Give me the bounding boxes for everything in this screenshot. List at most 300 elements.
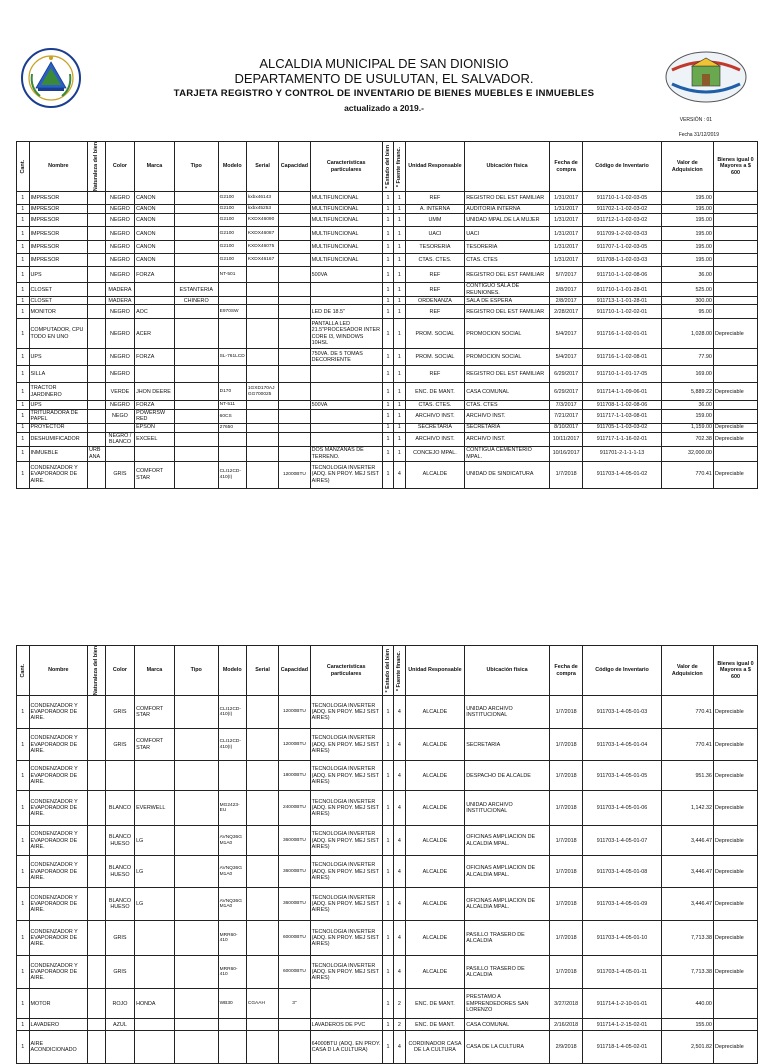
col-ubicacion: Ubicación física — [465, 142, 550, 192]
col-unidad: Unidad Responsable — [405, 646, 465, 696]
cell-modelo — [218, 366, 246, 383]
cell-fecha-compra: 1/7/2018 — [549, 791, 582, 826]
cell-unidad: A. INTERNA — [405, 205, 465, 214]
cell-capacidad — [279, 319, 310, 349]
cell-marca — [135, 446, 175, 461]
cell-cant: 1 — [17, 761, 30, 791]
cell-fuente: 1 — [394, 254, 405, 267]
cell-fecha-compra: 1/31/2017 — [549, 227, 582, 241]
cell-fuente: 1 — [394, 446, 405, 461]
cell-caracteristicas: TECNOLOGIA INVERTER (ADQ. EN PROY. MEJ SIST AIRES) — [310, 956, 382, 989]
cell-estado: 1 — [382, 826, 393, 856]
cell-fuente: 1 — [394, 366, 405, 383]
cell-fuente: 1 — [394, 432, 405, 446]
table-row — [17, 366, 758, 383]
cell-naturaleza — [88, 1031, 106, 1064]
cell-serial — [246, 921, 278, 956]
cell-fecha-compra: 2/8/2017 — [549, 283, 582, 297]
cell-ubicacion: CTAS. CTES — [465, 254, 550, 267]
cell-estado: 1 — [382, 205, 393, 214]
table-row — [17, 319, 758, 349]
cell-nombre: LAVADERO — [29, 1019, 88, 1031]
cell-unidad: REF — [405, 283, 465, 297]
cell-serial — [246, 729, 278, 761]
cell-codigo: 911703-1-4-05-01-11 — [583, 956, 661, 989]
cell-naturaleza — [88, 791, 106, 826]
cell-fecha-compra: 7/21/2017 — [549, 410, 582, 423]
cell-bienes: Depreciable — [713, 696, 757, 729]
table-row — [17, 696, 758, 729]
cell-fuente: 1 — [394, 319, 405, 349]
cell-cant: 1 — [17, 423, 30, 432]
cell-capacidad: 36000BTU — [279, 856, 310, 888]
cell-valor: 3,446.47 — [661, 826, 713, 856]
cell-capacidad — [279, 241, 310, 254]
cell-nombre: CONDENZADOR Y EVAPORADOR DE AIRE. — [29, 888, 88, 921]
cell-color: GRIS — [105, 921, 134, 956]
cell-codigo: 911703-1-4-05-01-07 — [583, 826, 661, 856]
cell-cant: 1 — [17, 696, 30, 729]
cell-caracteristicas — [310, 989, 382, 1019]
cell-tipo — [174, 192, 218, 205]
cell-serial — [246, 267, 278, 283]
cell-serial — [246, 791, 278, 826]
table-row — [17, 192, 758, 205]
cell-color: NEGRO — [105, 214, 134, 227]
cell-capacidad: 36000BTU — [279, 826, 310, 856]
cell-modelo: CLI12CD-410(I) — [218, 696, 246, 729]
cell-serial — [246, 1031, 278, 1064]
cell-tipo — [174, 761, 218, 791]
cell-bienes: Depreciable — [713, 826, 757, 856]
cell-codigo: 911703-1-4-05-01-08 — [583, 856, 661, 888]
cell-naturaleza — [88, 410, 106, 423]
cell-tipo — [174, 446, 218, 461]
cell-naturaleza — [88, 921, 106, 956]
cell-naturaleza — [88, 305, 106, 319]
cell-nombre: IMPRESOR — [29, 192, 88, 205]
cell-bienes: Depreciable — [713, 921, 757, 956]
cell-ubicacion: CASA COMUNAL — [465, 1019, 550, 1031]
col-capacidad: Capacidad — [279, 142, 310, 192]
cell-ubicacion: DESPACHO DE ALCALDE — [465, 761, 550, 791]
cell-naturaleza — [88, 432, 106, 446]
cell-estado: 1 — [382, 319, 393, 349]
cell-tipo — [174, 383, 218, 401]
col-bienes: Bienes igual 0 Mayores a $ 600 — [713, 142, 757, 192]
cell-nombre: PROYECTOR — [29, 423, 88, 432]
col-serial: Serial — [246, 142, 278, 192]
cell-cant: 1 — [17, 410, 30, 423]
cell-nombre: IMPRESOR — [29, 205, 88, 214]
cell-tipo — [174, 856, 218, 888]
cell-modelo — [218, 1019, 246, 1031]
col-caracteristicas: Características particulares — [310, 142, 382, 192]
cell-valor: 195.00 — [661, 241, 713, 254]
cell-estado: 1 — [382, 401, 393, 410]
cell-codigo: 911710-1-1-02-02-01 — [583, 305, 661, 319]
col-naturaleza: Naturaleza del bien — [88, 142, 106, 192]
cell-ubicacion: CTAS. CTES — [465, 401, 550, 410]
cell-caracteristicas — [310, 432, 382, 446]
cell-naturaleza — [88, 205, 106, 214]
cell-valor: 702.38 — [661, 432, 713, 446]
cell-caracteristicas — [310, 283, 382, 297]
cell-caracteristicas: DOS MANZANAS DE TERRENO. — [310, 446, 382, 461]
cell-nombre: CONDENZADOR Y EVAPORADOR DE AIRE. — [29, 729, 88, 761]
col-fecha-compra: Fecha de compra — [549, 142, 582, 192]
cell-marca: CANON — [135, 205, 175, 214]
cell-naturaleza — [88, 1019, 106, 1031]
cell-capacidad — [279, 410, 310, 423]
table-row — [17, 432, 758, 446]
cell-serial — [246, 297, 278, 305]
cell-tipo — [174, 956, 218, 989]
cell-tipo: ESTANTERIA — [174, 283, 218, 297]
cell-valor: 1,142.32 — [661, 791, 713, 826]
cell-serial — [246, 1019, 278, 1031]
cell-ubicacion: UACI — [465, 227, 550, 241]
cell-unidad: ARCHIVO INST. — [405, 432, 465, 446]
cell-tipo — [174, 401, 218, 410]
cell-nombre: CONDENZADOR Y EVAPORADOR DE AIRE. — [29, 956, 88, 989]
date-label: Fecha 31/12/2019 — [678, 132, 719, 138]
col-tipo: Tipo — [174, 646, 218, 696]
cell-modelo: WB30 — [218, 989, 246, 1019]
table-row — [17, 888, 758, 921]
cell-marca: LG — [135, 888, 175, 921]
cell-nombre: CONDENZADOR Y EVAPORADOR DE AIRE. — [29, 696, 88, 729]
cell-fuente: 1 — [394, 205, 405, 214]
cell-estado: 1 — [382, 227, 393, 241]
cell-color — [105, 423, 134, 432]
cell-nombre: IMPRESOR — [29, 254, 88, 267]
cell-valor: 440.00 — [661, 989, 713, 1019]
col-valor: Valor de Adquisicion — [661, 646, 713, 696]
cell-cant: 1 — [17, 921, 30, 956]
cell-unidad: ARCHIVO INST. — [405, 410, 465, 423]
cell-caracteristicas: TECNOLOGIA INVERTER (ADQ. EN PROY. MEJ SIST AIRES) — [310, 461, 382, 488]
cell-nombre: UPS — [29, 401, 88, 410]
cell-caracteristicas: MULTIFUNCIONAL — [310, 192, 382, 205]
cell-tipo — [174, 1031, 218, 1064]
cell-color: GRIS — [105, 696, 134, 729]
cell-capacidad — [279, 267, 310, 283]
cell-marca — [135, 297, 175, 305]
table-row — [17, 267, 758, 283]
cell-fuente: 4 — [394, 856, 405, 888]
cell-unidad: ENC. DE MANT. — [405, 989, 465, 1019]
table-row — [17, 761, 758, 791]
cell-color: ROJO — [105, 989, 134, 1019]
cell-caracteristicas: TECNOLOGIA INVERTER (ADQ. EN PROY. MEJ SIST AIRES) — [310, 729, 382, 761]
cell-caracteristicas: LAVADEROS DE PVC — [310, 1019, 382, 1031]
table-row — [17, 423, 758, 432]
cell-fecha-compra: 1/31/2017 — [549, 254, 582, 267]
col-valor: Valor de Adquisicion — [661, 142, 713, 192]
cell-fuente: 4 — [394, 761, 405, 791]
cell-nombre: TRACTOR JARDINERO — [29, 383, 88, 401]
cell-fuente: 1 — [394, 305, 405, 319]
cell-naturaleza — [88, 729, 106, 761]
cell-marca: JHON DEERE — [135, 383, 175, 401]
cell-cant: 1 — [17, 383, 30, 401]
cell-valor: 195.00 — [661, 227, 713, 241]
cell-fecha-compra: 6/29/2017 — [549, 383, 582, 401]
cell-ubicacion: PROMOCION SOCIAL — [465, 319, 550, 349]
cell-bienes — [713, 192, 757, 205]
cell-capacidad — [279, 446, 310, 461]
municipality-title: ALCALDIA MUNICIPAL DE SAN DIONISIO — [259, 56, 509, 71]
cell-modelo: NT-501 — [218, 267, 246, 283]
cell-serial — [246, 888, 278, 921]
cell-color: GRIS — [105, 956, 134, 989]
cell-valor: 770.41 — [661, 696, 713, 729]
cell-tipo — [174, 432, 218, 446]
cell-capacidad: 3" — [279, 989, 310, 1019]
cell-modelo: D170 — [218, 383, 246, 401]
cell-codigo: 911707-1-1-02-03-05 — [583, 241, 661, 254]
cell-nombre: UPS — [29, 349, 88, 366]
cell-valor: 32,000.00 — [661, 446, 713, 461]
cell-capacidad — [279, 366, 310, 383]
cell-cant: 1 — [17, 205, 30, 214]
cell-tipo — [174, 989, 218, 1019]
cell-serial: KXDX46090 — [246, 214, 278, 227]
cell-estado: 1 — [382, 192, 393, 205]
cell-ubicacion: SECRETARIA — [465, 729, 550, 761]
cell-naturaleza — [88, 461, 106, 488]
cell-bienes: Depreciable — [713, 383, 757, 401]
table-row — [17, 446, 758, 461]
cell-caracteristicas: TECNOLOGIA INVERTER (ADQ. EN PROY. MEJ SIST AIRES) — [310, 921, 382, 956]
cell-serial — [246, 319, 278, 349]
cell-bienes — [713, 241, 757, 254]
cell-ubicacion: UNIDAD ARCHIVO INSTITUCIONAL — [465, 791, 550, 826]
cell-bienes — [713, 297, 757, 305]
cell-estado: 1 — [382, 297, 393, 305]
cell-serial — [246, 283, 278, 297]
cell-fecha-compra: 1/7/2018 — [549, 856, 582, 888]
cell-fecha-compra: 1/7/2018 — [549, 761, 582, 791]
col-estado: * Estado del bien — [382, 142, 393, 192]
cell-fecha-compra: 2/16/2018 — [549, 1019, 582, 1031]
cell-tipo — [174, 1019, 218, 1031]
cell-modelo: MRR60-410 — [218, 956, 246, 989]
cell-serial — [246, 366, 278, 383]
cell-modelo: CLI12CD-410(I) — [218, 461, 246, 488]
cell-bienes — [713, 305, 757, 319]
cell-fuente: 1 — [394, 192, 405, 205]
cell-codigo: 911710-1-1-02-08-06 — [583, 267, 661, 283]
cell-caracteristicas: PANTALLA LED 21.5"PROCESADOR INTER CORE I3, WINDOWS 10HSL — [310, 319, 382, 349]
cell-capacidad — [279, 401, 310, 410]
cell-tipo — [174, 254, 218, 267]
cell-modelo: 27650 — [218, 423, 246, 432]
cell-fuente: 4 — [394, 461, 405, 488]
cell-marca: LG — [135, 856, 175, 888]
cell-nombre: CONDENZADOR Y EVAPORADOR DE AIRE. — [29, 921, 88, 956]
cell-estado: 1 — [382, 383, 393, 401]
cell-color: NEGRO — [105, 319, 134, 349]
cell-codigo: 911712-1-1-02-03-02 — [583, 214, 661, 227]
cell-tipo — [174, 729, 218, 761]
cell-serial: KXDX46087 — [246, 227, 278, 241]
cell-modelo — [218, 297, 246, 305]
cell-cant: 1 — [17, 254, 30, 267]
cell-codigo: 911702-1-1-02-03-02 — [583, 205, 661, 214]
cell-caracteristicas: MULTIFUNCIONAL — [310, 241, 382, 254]
col-naturaleza: Naturaleza del bien — [88, 646, 106, 696]
cell-codigo: 911703-1-4-05-01-06 — [583, 791, 661, 826]
cell-nombre: INMUEBLE — [29, 446, 88, 461]
table-row — [17, 856, 758, 888]
cell-naturaleza — [88, 214, 106, 227]
cell-marca: COMFORT STAR — [135, 461, 175, 488]
col-capacidad: Capacidad — [279, 646, 310, 696]
cell-nombre: IMPRESOR — [29, 214, 88, 227]
cell-estado: 1 — [382, 1019, 393, 1031]
cell-codigo: 911701-2-1-1-1-13 — [583, 446, 661, 461]
cell-color: BLANCO HUESO — [105, 888, 134, 921]
cell-codigo: 911710-1-1-02-03-05 — [583, 192, 661, 205]
cell-caracteristicas — [310, 423, 382, 432]
cell-cant: 1 — [17, 461, 30, 488]
col-nombre: Nombre — [29, 142, 88, 192]
cell-unidad: REF — [405, 366, 465, 383]
col-fuente: * Fuente financ. — [394, 142, 405, 192]
cell-marca — [135, 921, 175, 956]
cell-tipo — [174, 214, 218, 227]
cell-caracteristicas — [310, 297, 382, 305]
cell-serial — [246, 826, 278, 856]
cell-valor: 5,889.22 — [661, 383, 713, 401]
table-row — [17, 283, 758, 297]
cell-serial: KXDX46167 — [246, 254, 278, 267]
cell-bienes — [713, 989, 757, 1019]
department-title: DEPARTAMENTO DE USULUTAN, EL SALVADOR. — [234, 71, 534, 86]
cell-fecha-compra: 8/10/2017 — [549, 423, 582, 432]
cell-capacidad — [279, 1031, 310, 1064]
col-cant: Cant. — [17, 142, 30, 192]
cell-nombre: SILLA — [29, 366, 88, 383]
cell-unidad: UMM — [405, 214, 465, 227]
cell-cant: 1 — [17, 283, 30, 297]
cell-fecha-compra: 1/7/2018 — [549, 696, 582, 729]
cell-naturaleza — [88, 856, 106, 888]
cell-unidad: ORDENANZA — [405, 297, 465, 305]
cell-ubicacion: CONTIGUA CEMENTERIO MPAL. — [465, 446, 550, 461]
cell-fuente: 4 — [394, 956, 405, 989]
col-marca: Marca — [135, 142, 175, 192]
cell-cant: 1 — [17, 826, 30, 856]
cell-naturaleza — [88, 192, 106, 205]
cell-serial — [246, 761, 278, 791]
cell-naturaleza — [88, 227, 106, 241]
cell-naturaleza — [88, 761, 106, 791]
cell-codigo: 911705-1-1-03-03-02 — [583, 423, 661, 432]
cell-valor: 7,713.38 — [661, 921, 713, 956]
cell-caracteristicas — [310, 366, 382, 383]
table-header-row — [17, 142, 758, 192]
cell-serial — [246, 305, 278, 319]
cell-fuente: 1 — [394, 267, 405, 283]
cell-cant: 1 — [17, 305, 30, 319]
col-marca: Marca — [135, 646, 175, 696]
cell-tipo — [174, 423, 218, 432]
cell-valor: 195.00 — [661, 192, 713, 205]
cell-estado: 1 — [382, 729, 393, 761]
cell-marca: CANON — [135, 214, 175, 227]
cell-cant: 1 — [17, 297, 30, 305]
cell-nombre: MONITOR — [29, 305, 88, 319]
cell-naturaleza — [88, 254, 106, 267]
cell-unidad: REF — [405, 192, 465, 205]
cell-estado: 1 — [382, 283, 393, 297]
cell-codigo: 911708-1-1-02-03-03 — [583, 254, 661, 267]
cell-marca: EPSON — [135, 423, 175, 432]
table-row — [17, 205, 758, 214]
municipal-logo-icon — [664, 50, 748, 104]
cell-unidad: CONCEJO MPAL. — [405, 446, 465, 461]
cell-modelo: SL-761LCD — [218, 349, 246, 366]
cell-naturaleza — [88, 956, 106, 989]
cell-estado: 1 — [382, 446, 393, 461]
cell-ubicacion: UNIDAD MPAL.DE LA MUJER — [465, 214, 550, 227]
cell-modelo: G2100 — [218, 241, 246, 254]
table-row — [17, 241, 758, 254]
cell-fuente: 4 — [394, 921, 405, 956]
cell-cant: 1 — [17, 791, 30, 826]
cell-cant: 1 — [17, 319, 30, 349]
cell-naturaleza — [88, 888, 106, 921]
cell-serial: KXDX46075 — [246, 241, 278, 254]
inventory-table-2 — [16, 645, 758, 1064]
cell-capacidad — [279, 192, 310, 205]
cell-valor: 770.41 — [661, 461, 713, 488]
cell-naturaleza — [88, 267, 106, 283]
cell-caracteristicas: TECNOLOGIA INVERTER (ADQ. EN PROY. MEJ SIST AIRES) — [310, 761, 382, 791]
cell-color — [105, 1031, 134, 1064]
document-header — [0, 0, 768, 140]
cell-color: NEGO — [105, 410, 134, 423]
cell-caracteristicas: TECNOLOGIA INVERTER (ADQ. EN PROY. MEJ SIST AIRES) — [310, 826, 382, 856]
cell-estado: 1 — [382, 241, 393, 254]
cell-marca: CANON — [135, 241, 175, 254]
cell-modelo: G2100 — [218, 205, 246, 214]
updated-label: actualizado a 2019.- — [344, 103, 424, 113]
cell-fuente: 1 — [394, 349, 405, 366]
cell-modelo — [218, 761, 246, 791]
cell-fecha-compra: 1/7/2018 — [549, 956, 582, 989]
cell-capacidad — [279, 283, 310, 297]
cell-capacidad — [279, 254, 310, 267]
cell-modelo: AVNQ36G M1A0 — [218, 856, 246, 888]
cell-unidad: PROM. SOCIAL — [405, 319, 465, 349]
cell-ubicacion: PRESTAMO A EMPRENDEDORES SAN LORENZO — [465, 989, 550, 1019]
cell-color: MADERA — [105, 283, 134, 297]
cell-unidad: CTAS. CTES. — [405, 401, 465, 410]
cell-nombre: MOTOR — [29, 989, 88, 1019]
cell-marca: CANON — [135, 192, 175, 205]
cell-nombre: CONDENZADOR Y EVAPORADOR DE AIRE. — [29, 826, 88, 856]
cell-marca — [135, 283, 175, 297]
cell-fuente: 1 — [394, 297, 405, 305]
cell-nombre: DESHUMIFICADOR — [29, 432, 88, 446]
cell-marca: EVERWELL — [135, 791, 175, 826]
cell-serial: kxbx45253 — [246, 205, 278, 214]
cell-naturaleza — [88, 283, 106, 297]
